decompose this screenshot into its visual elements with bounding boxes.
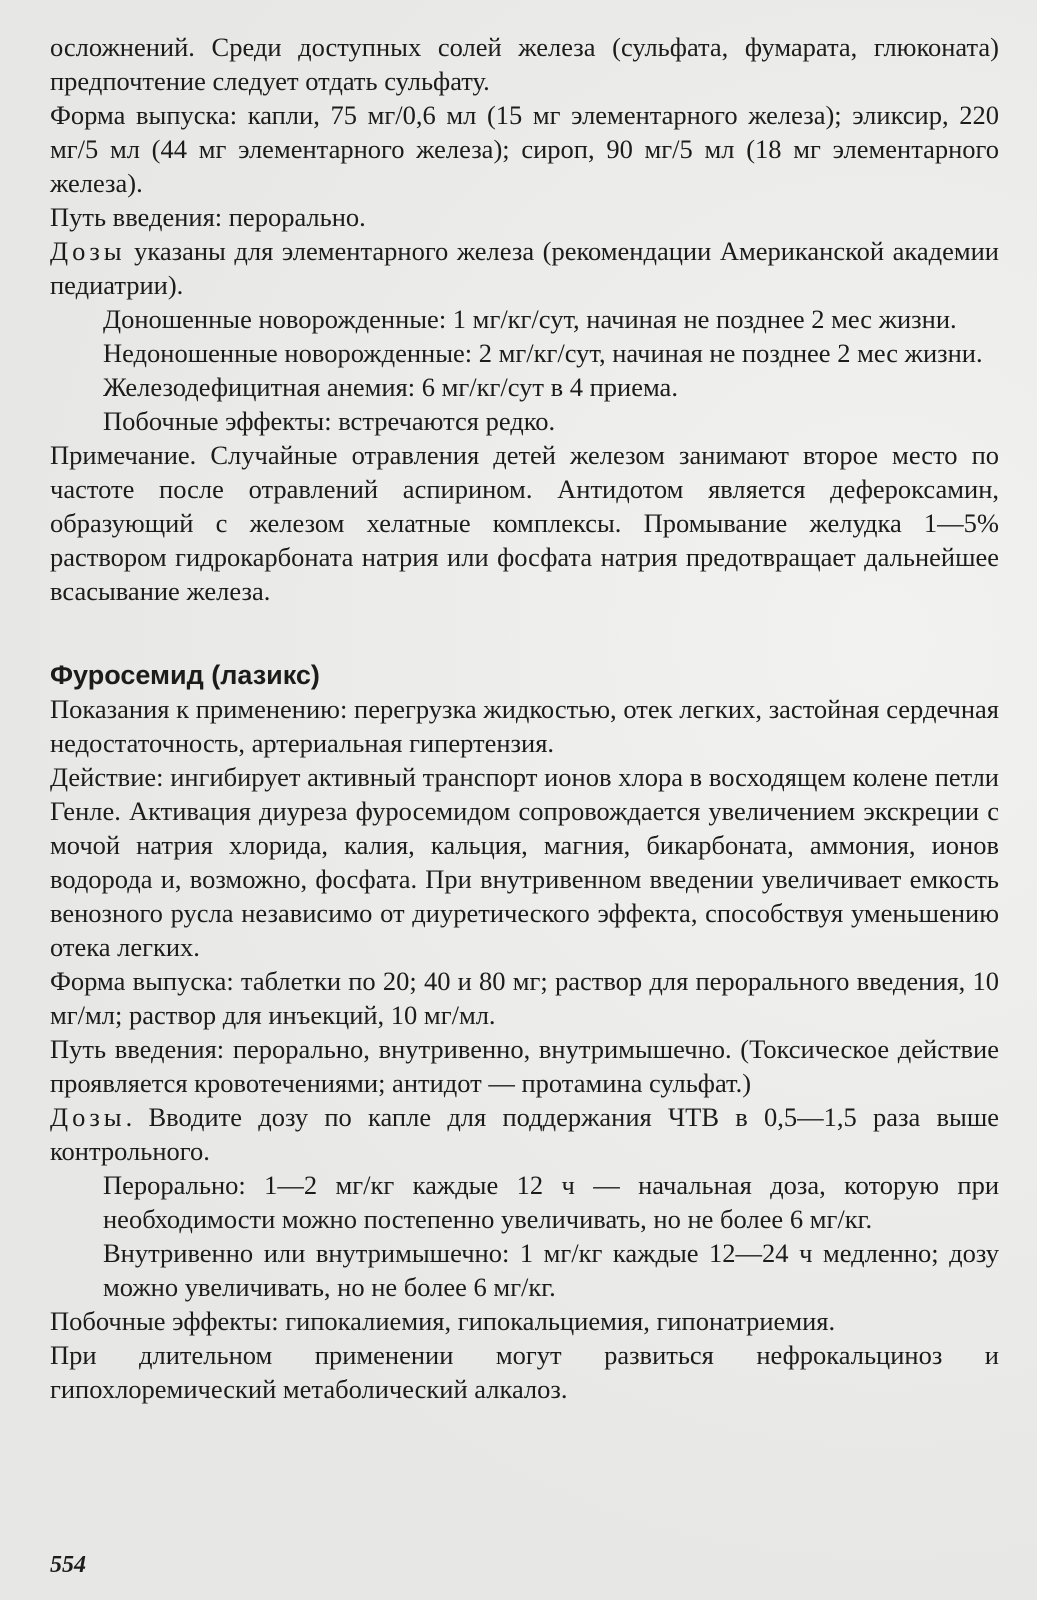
iron-dose-preterm: Недоношенные новорожденные: 2 мг/кг/сут, начиная не позднее 2 мес жизни.	[103, 338, 983, 368]
iron-route: Путь введения: перорально.	[50, 202, 366, 232]
furosemide-doses	[50, 1100, 999, 1168]
iron-section	[50, 30, 999, 608]
iron-doses-text: указаны для элементарного железа (рекомендации Американской академии педиатрии).	[50, 236, 999, 300]
iron-doses-label: Дозы	[50, 236, 126, 266]
iron-dose-anemia: Железодефицитная анемия: 6 мг/кг/сут в 4 приема.	[103, 372, 678, 402]
furosemide-action: Действие: ингибирует активный транспорт ионов хлора в восходящем колене петли Генле. Активация диуреза фуросемидом сопровождается увеличением экскреции с мочой натрия хлорида, калия, кальция, магния, бикарбоната, аммония, ионов водорода и, возможно, фосфата. При внутривенном введении увеличивает емкость венозного русла независимо от диуретического эффекта, способствуя уменьшению отека легких.	[50, 762, 999, 962]
furosemide-route: Путь введения: перорально, внутривенно, внутримышечно. (Токсическое действие проявляется кровотечениями; антидот — протамина сульфат.)	[50, 1034, 999, 1098]
furosemide-release-form: Форма выпуска: таблетки по 20; 40 и 80 мг; раствор для перорального введения, 10 мг/мл; раствор для инъекций, 10 мг/мл.	[50, 966, 999, 1030]
iron-dose-term: Доношенные новорожденные: 1 мг/кг/сут, начиная не позднее 2 мес жизни.	[103, 304, 957, 334]
furosemide-title: Фуросемид (лазикс)	[50, 660, 320, 690]
iron-side-effects: Побочные эффекты: встречаются редко.	[103, 406, 556, 436]
iron-intro: осложнений. Среди доступных солей железа (сульфата, фумарата, глюконата) предпочтение следует отдать сульфату.	[50, 32, 999, 96]
furosemide-side-effects: Побочные эффекты: гипокалиемия, гипокальциемия, гипонатриемия.	[50, 1306, 836, 1336]
iron-doses	[50, 234, 999, 302]
furosemide-section	[50, 658, 999, 1406]
furosemide-doses-text: . Вводите дозу по капле для поддержания ЧТВ в 0,5—1,5 раза выше контрольного.	[50, 1102, 999, 1166]
furosemide-doses-label: Дозы	[50, 1102, 126, 1132]
section-gap	[50, 608, 999, 658]
furosemide-dose-oral: Перорально: 1—2 мг/кг каждые 12 ч — начальная доза, которую при необходимости можно постепенно увеличивать, но не более 6 мг/кг.	[103, 1170, 999, 1234]
furosemide-dose-iv-im: Внутривенно или внутримышечно: 1 мг/кг каждые 12—24 ч медленно; дозу можно увеличивать, но не более 6 мг/кг.	[103, 1238, 999, 1302]
furosemide-long-term: При длительном применении могут развиться нефрокальциноз и гипохлоремический метаболический алкалоз.	[50, 1340, 999, 1404]
iron-note: Примечание. Случайные отравления детей железом занимают второе место по частоте после отравлений аспирином. Антидотом является дефероксамин, образующий с железом хелатные комплексы. Промывание желудка 1—5% раствором гидрокарбоната натрия или фосфата натрия предотвращает дальнейшее всасывание железа.	[50, 440, 999, 606]
iron-release-form: Форма выпуска: капли, 75 мг/0,6 мл (15 мг элементарного железа); эликсир, 220 мг/5 мл (44 мг элементарного железа); сироп, 90 мг/5 мл (18 мг элементарного железа).	[50, 100, 999, 198]
page-number: 554	[50, 1552, 86, 1578]
furosemide-indications: Показания к применению: перегрузка жидкостью, отек легких, застойная сердечная недостаточность, артериальная гипертензия.	[50, 694, 999, 758]
